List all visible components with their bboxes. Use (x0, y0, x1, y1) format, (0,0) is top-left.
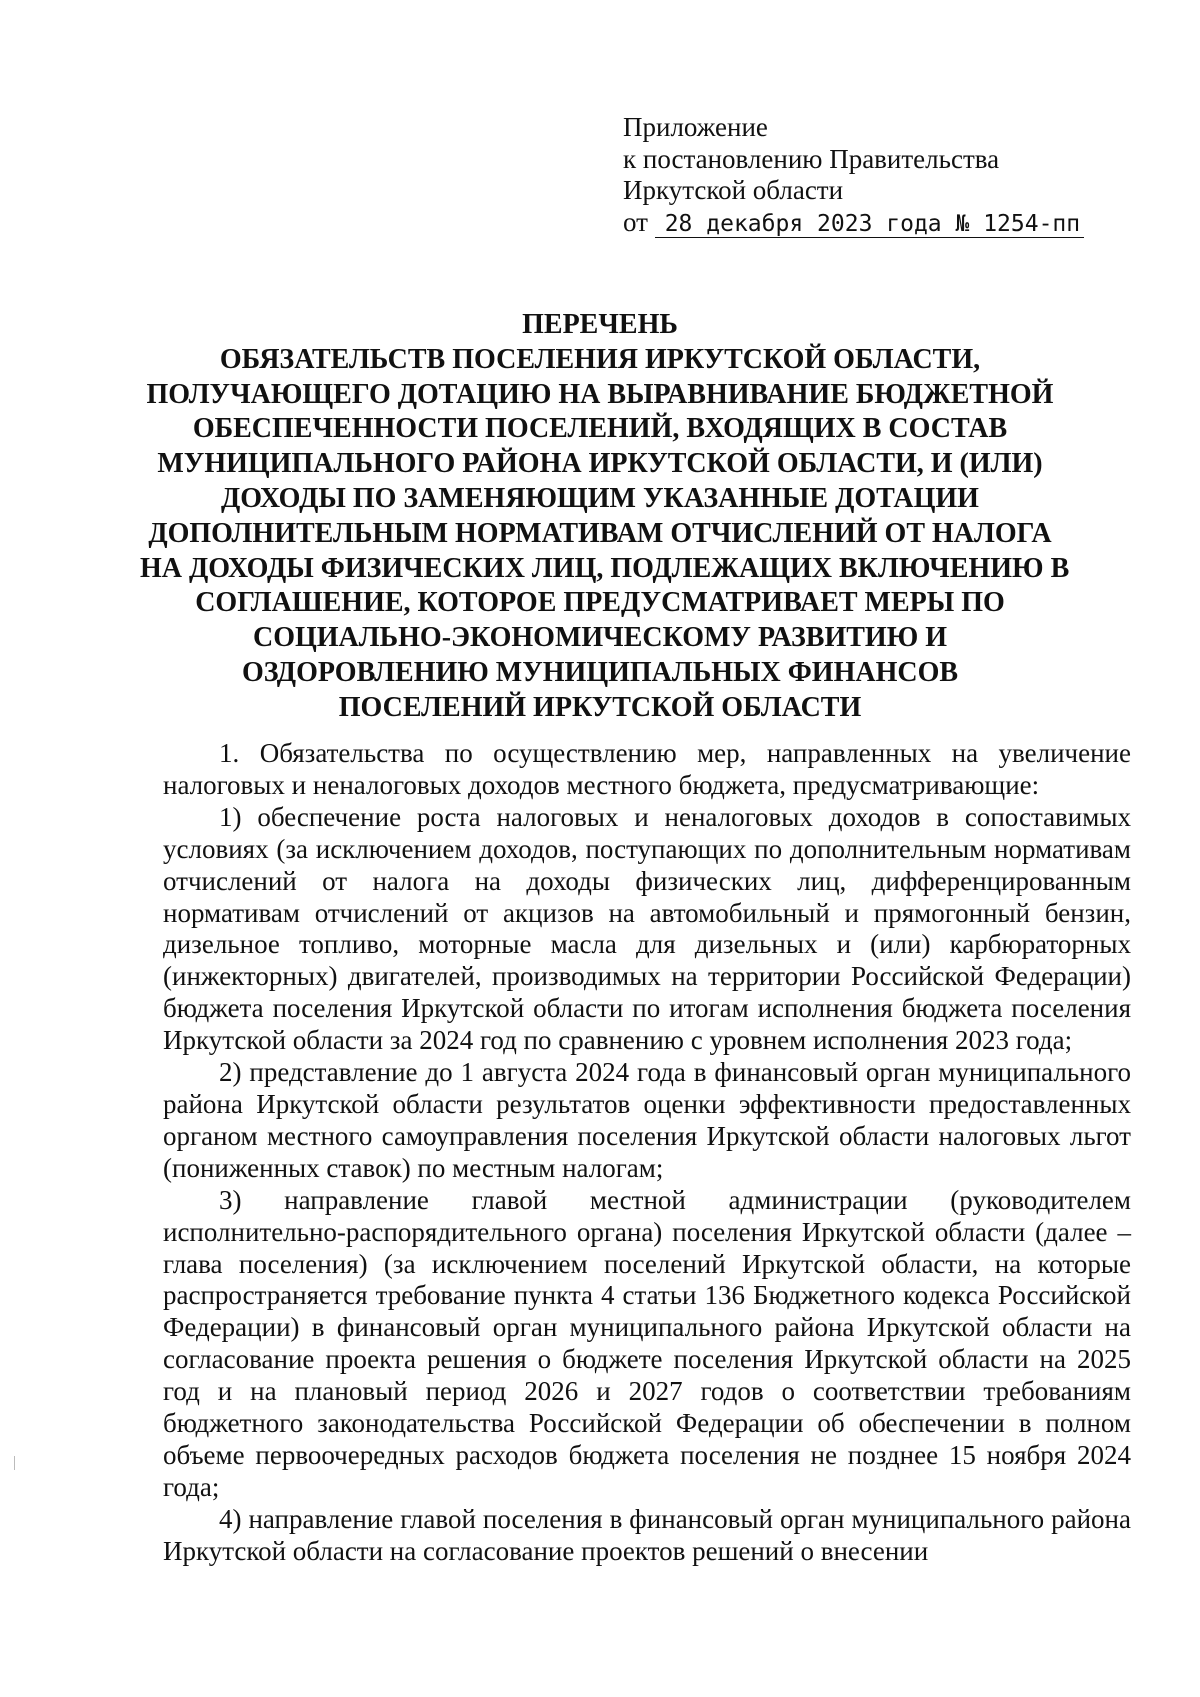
title-line: СОГЛАШЕНИЕ, КОТОРОЕ ПРЕДУСМАТРИВАЕТ МЕРЫ ПО (195, 587, 1005, 619)
scan-artifact (14, 1456, 15, 1470)
paragraph-item-4: 4) направление главой поселения в финансовый орган муниципального района Иркутской области на согласование проектов решений о внесении (163, 1503, 1131, 1566)
appendix-title: Приложение (623, 112, 768, 142)
title-line: ПОСЕЛЕНИЙ ИРКУТСКОЙ ОБЛАСТИ (338, 691, 862, 723)
appendix-header (623, 112, 1143, 238)
title-line: ОБЕСПЕЧЕННОСТИ ПОСЕЛЕНИЙ, ВХОДЯЩИХ В СОСТАВ (192, 413, 1008, 445)
title-line: МУНИЦИПАЛЬНОГО РАЙОНА ИРКУТСКОЙ ОБЛАСТИ, И (ИЛИ) (157, 448, 1043, 480)
title-line: СОЦИАЛЬНО-ЭКОНОМИЧЕСКОМУ РАЗВИТИЮ И (252, 622, 948, 654)
title-line: НА ДОХОДЫ ФИЗИЧЕСКИХ ЛИЦ, ПОДЛЕЖАЩИХ ВКЛЮЧЕНИЮ В (140, 552, 1070, 584)
title-line: ДОПОЛНИТЕЛЬНЫМ НОРМАТИВАМ ОТЧИСЛЕНИЙ ОТ НАЛОГА (148, 517, 1052, 549)
appendix-reference: к постановлению Правительства (623, 143, 1000, 174)
date-prefix: от (623, 206, 648, 237)
paragraph-item-2: 2) представление до 1 августа 2024 года в финансовый орган муниципального района Иркутской области результатов оценки эффективности предоставленных органом местного самоуправления поселения Иркутской области налоговых льгот (пониженных ставок) по местным налогам; (163, 1057, 1131, 1183)
title-line: ДОХОДЫ ПО ЗАМЕНЯЮЩИМ УКАЗАННЫЕ ДОТАЦИИ (221, 482, 979, 514)
title-line: ПЕРЕЧЕНЬ (522, 309, 678, 340)
appendix-date-line (623, 207, 1143, 239)
paragraph-item-3: 3) направление главой местной администрации (руководителем исполнительно-распорядительного органа) поселения Иркутской области (далее – глава поселения) (за исключением поселений Иркутской области, на которые распространяется требование пункта 4 статьи 136 Бюджетного кодекса Российской Федерации) в финансовый орган муниципального района Иркутской области на согласование проекта решения о бюджете поселения Иркутской области на 2025 год и на плановый период 2026 и 2027 годов о соответствии требованиям бюджетного законодательства Российской Федерации об обеспечении в полном объеме первоочередных расходов бюджета поселения не позднее 15 ноября 2024 года; (163, 1184, 1131, 1502)
title-line: ОЗДОРОВЛЕНИЮ МУНИЦИПАЛЬНЫХ ФИНАНСОВ (241, 656, 959, 688)
appendix-region: Иркутской области (623, 175, 844, 205)
title-line: ОБЯЗАТЕЛЬСТВ ПОСЕЛЕНИЯ ИРКУТСКОЙ ОБЛАСТИ, (219, 343, 981, 375)
document-body (163, 738, 1131, 1568)
title-line: ПОЛУЧАЮЩЕГО ДОТАЦИЮ НА ВЫРАВНИВАНИЕ БЮДЖЕТНОЙ (146, 378, 1054, 410)
document-title (140, 308, 1070, 726)
resolution-date-number: 28 декабря 2023 года № 1254-пп (655, 211, 1084, 238)
paragraph-obligations-intro: 1. Обязательства по осуществлению мер, направленных на увеличение налоговых и неналоговых доходов местного бюджета, предусматривающие: (163, 738, 1131, 800)
paragraph-item-1: 1) обеспечение роста налоговых и неналоговых доходов в сопоставимых условиях (за исключением доходов, поступающих по дополнительным нормативам отчислений от налога на доходы физических лиц, дифференцированным нормативам отчислений от акцизов на автомобильный и прямогонный бензин, дизельное топливо, моторные масла для дизельных и (или) карбюраторных (инжекторных) двигателей, производимых на территории Российской Федерации) бюджета поселения Иркутской области по итогам исполнения бюджета поселения Иркутской области за 2024 год по сравнению с уровнем исполнения 2023 года; (163, 801, 1131, 1056)
